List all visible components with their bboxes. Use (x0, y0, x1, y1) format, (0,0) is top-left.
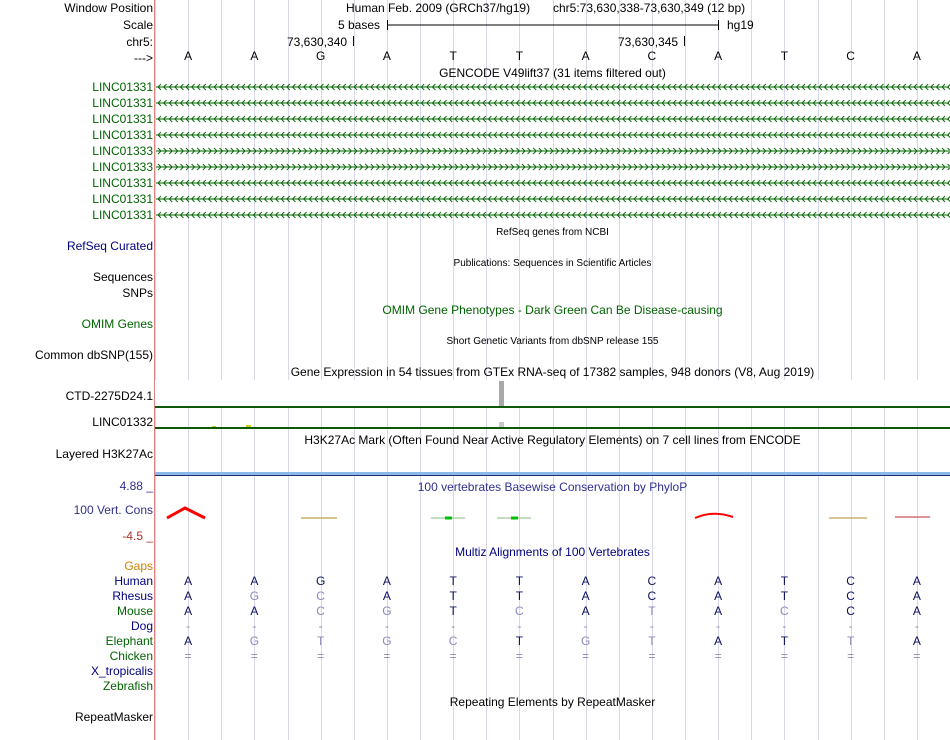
gene-feature[interactable] (156, 131, 949, 139)
gene-label[interactable]: LINC01331 (92, 112, 153, 126)
pubs-label-sequences[interactable]: Sequences (92, 270, 153, 284)
gtex-label-linc01332[interactable]: LINC01332 (92, 415, 153, 429)
aligned-base: A (581, 604, 590, 618)
aligned-base: = (515, 649, 523, 663)
aligned-base: = (714, 649, 722, 663)
aligned-base: G (580, 634, 591, 648)
species-label[interactable]: Human (114, 574, 153, 588)
aligned-base: - (716, 619, 721, 633)
aligned-base: = (582, 649, 590, 663)
phylop-min: -4.5 _ (122, 529, 153, 543)
aligned-base: C (846, 604, 855, 618)
aligned-base: - (782, 619, 787, 633)
pubs-label-snps[interactable]: SNPs (122, 286, 153, 300)
aligned-base: T (648, 604, 656, 618)
chrom-label: chr5: (126, 35, 153, 49)
aligned-base: T (515, 574, 524, 588)
scale-label: Scale (122, 18, 153, 32)
dbsnp-label[interactable]: Common dbSNP(155) (34, 348, 153, 362)
gtex-baseline-1 (155, 406, 950, 408)
aligned-base: A (581, 589, 590, 603)
h3k27ac-label[interactable]: Layered H3K27Ac (55, 447, 153, 461)
phylop-max: 4.88 _ (119, 479, 153, 493)
aligned-base: T (515, 634, 524, 648)
aligned-base: A (250, 574, 259, 588)
phylop-plot (155, 500, 950, 525)
aligned-base: C (647, 589, 657, 603)
aligned-base: C (846, 589, 855, 603)
aligned-base: T (515, 589, 524, 603)
aligned-base: G (315, 574, 326, 588)
phylop-title[interactable]: 100 vertebrates Basewise Conservation by PhyloP (417, 480, 688, 494)
aligned-base: T (449, 574, 457, 588)
gene-feature[interactable] (156, 211, 949, 219)
aligned-base: - (384, 619, 389, 633)
dbsnp-title[interactable]: Short Genetic Variants from dbSNP release 155 (446, 336, 659, 347)
refseq-title[interactable]: RefSeq genes from NCBI (496, 227, 609, 238)
gene-label[interactable]: LINC01331 (92, 96, 153, 110)
gene-label[interactable]: LINC01333 (92, 144, 153, 158)
aligned-base: - (186, 619, 191, 633)
aligned-base: T (316, 634, 325, 648)
sequence-base: A (581, 49, 590, 63)
aligned-base: A (382, 574, 391, 588)
sequence-base: A (714, 49, 723, 63)
aligned-base: = (449, 649, 457, 663)
aligned-base: A (912, 634, 921, 648)
aligned-base: = (648, 649, 656, 663)
repeatmasker-label[interactable]: RepeatMasker (74, 710, 153, 724)
species-label[interactable]: Elephant (105, 634, 153, 648)
gene-label[interactable]: LINC01331 (92, 192, 153, 206)
gene-feature[interactable] (156, 163, 949, 171)
aligned-base: A (184, 589, 193, 603)
aligned-base: - (583, 619, 588, 633)
strand-label: ---> (134, 51, 153, 65)
gene-feature[interactable] (156, 147, 949, 155)
aligned-base: T (449, 589, 457, 603)
repeatmasker-title[interactable]: Repeating Elements by RepeatMasker (449, 695, 656, 709)
species-label[interactable]: X_tropicalis (90, 664, 153, 678)
coord-tick-1: 73,630,340 (287, 35, 348, 49)
species-label[interactable]: Chicken (109, 649, 153, 663)
aligned-base: = (317, 649, 325, 663)
aligned-base: = (780, 649, 788, 663)
aligned-base: G (382, 634, 392, 648)
sequence-base: C (846, 49, 855, 63)
aligned-base: = (383, 649, 391, 663)
gene-feature[interactable] (156, 179, 949, 187)
aligned-base: - (517, 619, 522, 633)
aligned-base: = (250, 649, 258, 663)
gtex-title[interactable]: Gene Expression in 54 tissues from GTEx RNA-seq of 17382 samples, 948 donors (V8, Aug 2019) (290, 365, 815, 379)
coord-tick-2: 73,630,345 (618, 35, 679, 49)
aligned-base: A (581, 574, 590, 588)
species-label[interactable]: Mouse (116, 604, 153, 618)
aligned-base: = (184, 649, 192, 663)
sequence-base: T (780, 49, 789, 63)
aligned-base: = (913, 649, 921, 663)
aligned-base: C (846, 574, 855, 588)
aligned-base: - (914, 619, 919, 633)
aligned-base: - (252, 619, 257, 633)
gene-label[interactable]: LINC01331 (92, 176, 153, 190)
aligned-base: A (912, 574, 921, 588)
h3k27ac-title[interactable]: H3K27Ac Mark (Often Found Near Active Regulatory Elements) on 7 cell lines from ENCODE (304, 433, 801, 447)
scale-text: 5 bases (338, 18, 381, 32)
aligned-base: G (382, 604, 392, 618)
aligned-base: C (647, 574, 657, 588)
omim-title[interactable]: OMIM Gene Phenotypes - Dark Green Can Be Disease-causing (382, 303, 723, 317)
aligned-base: G (249, 634, 260, 648)
aligned-base: C (316, 589, 325, 603)
sequence-base: A (382, 49, 391, 63)
window-position-label: Window Position (64, 1, 153, 15)
aligned-base: - (848, 619, 853, 633)
coord-tick-mark-2 (684, 36, 685, 46)
gene-feature[interactable] (156, 115, 949, 123)
scale-bar (387, 18, 719, 32)
aligned-base: C (316, 604, 325, 618)
sequence-base: C (647, 49, 657, 63)
refseq-label[interactable]: RefSeq Curated (66, 239, 153, 253)
aligned-base: T (780, 589, 789, 603)
aligned-base: A (912, 604, 921, 618)
aligned-base: G (249, 589, 260, 603)
aligned-base: T (780, 574, 789, 588)
aligned-base: C (448, 634, 458, 648)
sequence-base: A (250, 49, 259, 63)
gene-feature[interactable] (156, 99, 949, 107)
gene-feature[interactable] (156, 83, 949, 91)
aligned-base: A (184, 604, 193, 618)
species-label[interactable]: Zebrafish (102, 679, 153, 693)
gene-label[interactable]: LINC01331 (92, 128, 153, 142)
sequence-base: T (449, 49, 457, 63)
sequence-base: A (184, 49, 193, 63)
aligned-base: T (449, 604, 457, 618)
sequence-base: G (315, 49, 326, 63)
aligned-base: A (714, 589, 723, 603)
aligned-base: A (714, 604, 723, 618)
aligned-base: A (714, 574, 723, 588)
species-label[interactable]: Dog (130, 619, 153, 633)
aligned-base: T (780, 634, 789, 648)
gene-label[interactable]: LINC01333 (92, 160, 153, 174)
aligned-base: - (649, 619, 654, 633)
aligned-base: T (846, 634, 855, 648)
position-text: chr5:73,630,338-73,630,349 (12 bp) (553, 1, 746, 15)
species-label[interactable]: Rhesus (112, 589, 153, 603)
assembly-info: Human Feb. 2009 (GRCh37/hg19) (346, 1, 531, 15)
aligned-base: A (912, 589, 921, 603)
aligned-base: C (515, 604, 524, 618)
gene-feature[interactable] (156, 195, 949, 203)
gencode-title[interactable]: GENCODE V49lift37 (31 items filtered out) (439, 66, 666, 80)
coord-tick-mark-1 (353, 36, 354, 46)
aligned-base: A (714, 634, 723, 648)
db-label: hg19 (727, 18, 754, 32)
gtex-baseline-2 (155, 427, 950, 429)
aligned-base: - (451, 619, 456, 633)
phylop-label[interactable]: 100 Vert. Cons (73, 503, 153, 517)
gaps-label[interactable]: Gaps (124, 559, 153, 573)
pubs-title[interactable]: Publications: Sequences in Scientific Articles (453, 258, 652, 269)
aligned-base: T (648, 634, 656, 648)
aligned-base: - (318, 619, 323, 633)
gtex-label-ctd[interactable]: CTD-2275D24.1 (65, 389, 153, 403)
aligned-base: A (184, 634, 193, 648)
aligned-base: = (847, 649, 855, 663)
sequence-base: T (515, 49, 524, 63)
aligned-base: A (184, 574, 193, 588)
sequence-base: A (912, 49, 921, 63)
gtex-track-1 (155, 380, 950, 407)
gtex-bar (499, 381, 504, 406)
aligned-base: A (382, 589, 391, 603)
aligned-base: C (780, 604, 789, 618)
h3k27ac-baseline (155, 475, 950, 476)
gene-label[interactable]: LINC01331 (92, 80, 153, 94)
aligned-base: A (250, 604, 259, 618)
omim-label[interactable]: OMIM Genes (81, 317, 153, 331)
multiz-title[interactable]: Multiz Alignments of 100 Vertebrates (455, 545, 650, 559)
gene-label[interactable]: LINC01331 (92, 208, 153, 222)
